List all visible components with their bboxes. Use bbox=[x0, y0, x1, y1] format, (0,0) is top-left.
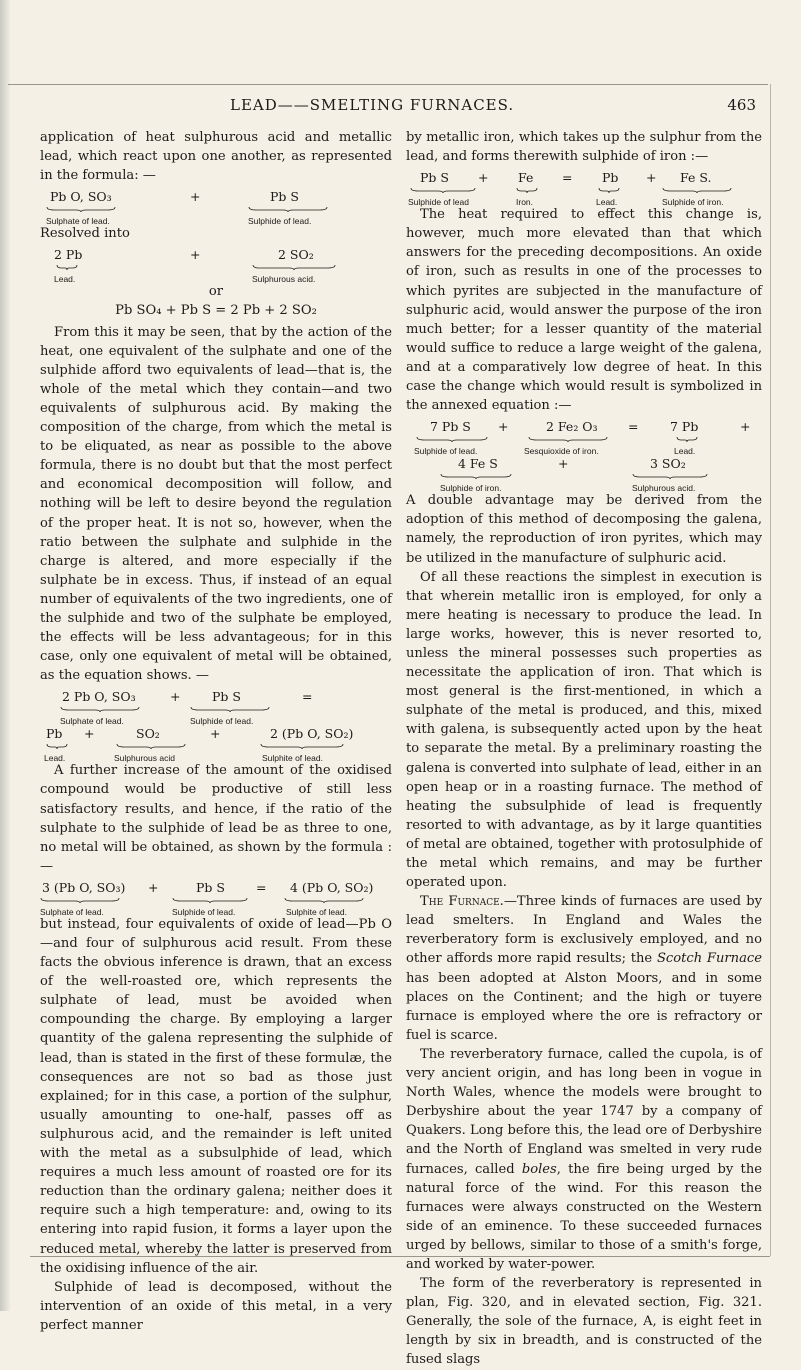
formula-2 bbox=[40, 245, 392, 285]
formula-term: Pb S bbox=[196, 879, 225, 895]
equation: Pb SO₄ + Pb S = 2 Pb + 2 SO₂ bbox=[115, 303, 317, 319]
formula-label: Sulphide of iron. bbox=[440, 483, 502, 494]
formula-operator: = bbox=[562, 170, 573, 186]
paragraph: Sulphide of lead is decomposed, without the intervention of an oxide of this metal, in a very perfect manner bbox=[40, 1279, 392, 1333]
paragraph: The heat required to effect this change is, however, much more elevated than that which answers for the preceding decompositions. An oxide of iron, such as results in one of the processes to which pyrites are subjected in the manufacture of sulphuric acid, would answer the purpose of the iron much better; for a lesser quantity of the material would suffice to reduce a large weight of the galena, and at a comparatively low degree of heat. In this case the change which would result is symbolized in the annexed equation :— bbox=[406, 207, 762, 414]
paragraph: application of heat sulphurous acid and metallic lead, which react upon one another, as represented in the formula: — bbox=[40, 130, 392, 184]
paragraph: From this it may be seen, that by the action of the heat, one equivalent of the sulphate and one of the sulphide afford two equivalents of lead—that is, the whole of the metal which they contain—and two equivalents of sulphurous acid. By making the composition of the charge, from which the metal is to be eliquated, as near as possible to the above formula, there is no doubt but that the most perfect and economical decomposition will follow, and nothing will be left to desire beyond the regulation of the proper heat. It is not so, however, when the ratio between the sulphate and sulphide in the charge is altered, and more especially if the sulphate be in excess. Thus, if instead of an equal number of equivalents of the two ingredients, one of the sulphide and two of the sulphate be employed, the effects will be less advantageous; for in this case, only one equivalent of metal will be obtained, as the equation shows. — bbox=[40, 324, 392, 684]
formula-label: Sulphite of lead. bbox=[286, 906, 347, 917]
formula-term: Pb O, SO₃ bbox=[50, 189, 112, 205]
formula-term: 2 SO₂ bbox=[278, 247, 314, 263]
paragraph: Resolved into bbox=[40, 226, 130, 242]
page-number: 463 bbox=[727, 96, 756, 114]
formula-label: Lead. bbox=[674, 446, 696, 457]
formula-label: Lead. bbox=[44, 753, 66, 764]
formula-6 bbox=[406, 417, 762, 494]
left-column bbox=[40, 128, 392, 1335]
formula-term: 7 Pb S bbox=[430, 419, 471, 435]
text-run: —Three kinds of furnaces are used by lead smelters. In England and Wales the reverberatory form is exclusively employed, and no other affords more rapid results; the bbox=[406, 894, 762, 967]
formula-label: Sulphurous acid. bbox=[252, 274, 316, 285]
paragraph: Of all these reactions the simplest in execution is that wherein metallic iron is employed, for only a mere heating is necessary to produce the lead. In large works, however, this is never resorted to, unless the mineral possesses such properties as necessitate the application of iron. That which is most general is the first-mentioned, in which a sulphate of the metal is produced, and this, mixed with galena, is subsequently acted upon by the heat to separate the metal. By a preliminary roasting the galena is converted into sulphate of lead, either in an open heap or in a roasting furnace. The method of heating the subsulphide of lead is frequently resorted to with advantage, as by it large quantities of metal are obtained, together with protosulphide of the metal which remains, and may be further operated upon. bbox=[406, 569, 762, 891]
right-column bbox=[406, 128, 762, 1370]
formula-label: Sulphide of lead. bbox=[190, 716, 254, 727]
formula-operator: = bbox=[256, 879, 267, 895]
formula-term: 2 Pb O, SO₃ bbox=[62, 689, 136, 705]
formula-label: Sulphite of lead. bbox=[262, 753, 323, 764]
paragraph bbox=[406, 1045, 762, 1274]
formula-operator: = bbox=[628, 419, 639, 435]
text-run: The reverberatory furnace, called the cupola, is of very ancient origin, and has long been in vogue in North Wales, whence the models were brought to Derbyshire about the year 1747 by a company of Quakers. Long before this, the lead ore of Derbyshire and the North of England was smelted in very rude furnaces, called bbox=[406, 1046, 762, 1177]
formula-label: Sulphate of lead. bbox=[46, 216, 110, 227]
formula-1 bbox=[40, 187, 392, 227]
formula-term: Fe S. bbox=[680, 170, 712, 186]
paragraph: or bbox=[208, 284, 224, 300]
formula-5 bbox=[406, 168, 762, 208]
formula-term: Fe bbox=[518, 170, 534, 186]
header-title: LEAD——SMELTING FURNACES. bbox=[230, 96, 515, 114]
right-rule bbox=[770, 84, 771, 1256]
paragraph: A double advantage may be derived from the adoption of this method of decomposing the galena, namely, the reproduction of iron pyrites, which may be utilized in the manufacture of sulphuric acid. bbox=[406, 493, 762, 566]
paragraph: The form of the reverberatory is represented in plan, Fig. 320, and in elevated section, Fig. 321. Generally, the sole of the furnace, A, is eight feet in length by six in breadth, and is constructed of the fused slags bbox=[406, 1276, 762, 1368]
formula-label: Sulphide of lead. bbox=[414, 446, 478, 457]
formula-label: Sulphide of lead. bbox=[248, 216, 312, 227]
formula-operator: + bbox=[190, 189, 201, 205]
formula-term: 7 Pb bbox=[670, 419, 699, 435]
text-run: , the fire being urged by the natural force of the wind. For this reason the furnaces were always constructed on the Western side of an eminence. To these succeeded furnaces urged by bellows, similar to those of a smith's forge, and worked by water-power. bbox=[406, 1161, 762, 1272]
top-rule bbox=[8, 84, 768, 85]
formula-operator: + bbox=[170, 689, 181, 705]
formula-term: Pb S bbox=[270, 189, 299, 205]
formula-operator: + bbox=[558, 456, 569, 472]
paragraph bbox=[406, 892, 762, 1045]
formula-term: 2 (Pb O, SO₂) bbox=[270, 726, 354, 742]
formula-label: Sulphide of lead bbox=[408, 197, 469, 208]
emphasis: Scotch Furnace bbox=[656, 951, 762, 967]
paragraph: by metallic iron, which takes up the sulphur from the lead, and forms therewith sulphide of iron :— bbox=[406, 130, 762, 165]
formula-term: Pb bbox=[46, 726, 63, 742]
formula-term: Pb S bbox=[420, 170, 449, 186]
text-run: has been adopted at Alston Moors, and in some places on the Continent; and the high or tuyere furnace is employed where the ore is refractory or fuel is scarce. bbox=[406, 970, 762, 1043]
formula-term: 3 (Pb O, SO₃) bbox=[42, 879, 126, 895]
formula-term: SO₂ bbox=[136, 726, 160, 742]
formula-label: Sulphate of lead. bbox=[40, 906, 104, 917]
formula-label: Sulphide of iron. bbox=[662, 197, 724, 208]
running-header bbox=[0, 96, 770, 120]
formula-operator: + bbox=[740, 419, 751, 435]
paragraph: A further increase of the amount of the oxidised compound would be productive of still less satisfactory results, and hence, if the ratio of the sulphate to the sulphide of lead be as three to one, no metal will be obtained, as shown by the formula :— bbox=[40, 763, 392, 874]
emphasis: boles bbox=[521, 1161, 557, 1177]
formula-term: 4 Fe S bbox=[458, 456, 498, 472]
formula-label: Lead. bbox=[54, 274, 76, 285]
formula-operator: + bbox=[646, 170, 657, 186]
formula-operator: + bbox=[210, 726, 221, 742]
scan-edge bbox=[0, 0, 10, 1311]
formula-operator: = bbox=[302, 689, 313, 705]
formula-operator: + bbox=[148, 879, 159, 895]
formula-term: Pb bbox=[602, 170, 619, 186]
formula-term: Pb S bbox=[212, 689, 241, 705]
formula-term: 4 (Pb O, SO₂) bbox=[290, 879, 374, 895]
formula-label: Sulphurous acid. bbox=[632, 483, 696, 494]
formula-label: Lead. bbox=[596, 197, 618, 208]
formula-label: Sesquioxide of iron. bbox=[524, 446, 599, 457]
formula-3 bbox=[40, 687, 392, 764]
section-heading: The Furnace. bbox=[420, 894, 504, 910]
formula-label: Sulphate of lead. bbox=[60, 716, 124, 727]
formula-label: Sulphide of lead. bbox=[172, 906, 236, 917]
formula-label: Sulphurous acid bbox=[114, 753, 175, 764]
paragraph: but instead, four equivalents of oxide of lead—Pb O—and four of sulphurous acid result. From these facts the obvious inference is drawn, that an excess of the well-roasted ore, which represents the sulphate of lead, must be avoided when compounding the charge. By employing a larger quantity of the galena representing the sulphide of lead, than is stated in the first of these formulæ, the consequences are not so bad as those just explained; for in this case, a portion of the sulphur, usually amounting to one-half, passes off as sulphurous acid, and the remainder is left united with the metal as a subsulphide of lead, which requires a much less amount of roasted ore for its reduction than the ordinary galena; neither does it require such a high temperature: and, owing to its entering into rapid fusion, it forms a layer upon the reduced metal, whereby the latter is preserved from the oxidising influence of the air. bbox=[40, 916, 392, 1276]
formula-label: Iron. bbox=[516, 197, 534, 208]
formula-operator: + bbox=[190, 247, 201, 263]
formula-term: 2 Pb bbox=[54, 247, 83, 263]
formula-4 bbox=[40, 878, 392, 917]
formula-term: 3 SO₂ bbox=[650, 456, 686, 472]
formula-term: 2 Fe₂ O₃ bbox=[546, 419, 598, 435]
formula-operator: + bbox=[498, 419, 509, 435]
formula-operator: + bbox=[84, 726, 95, 742]
formula-operator: + bbox=[478, 170, 489, 186]
